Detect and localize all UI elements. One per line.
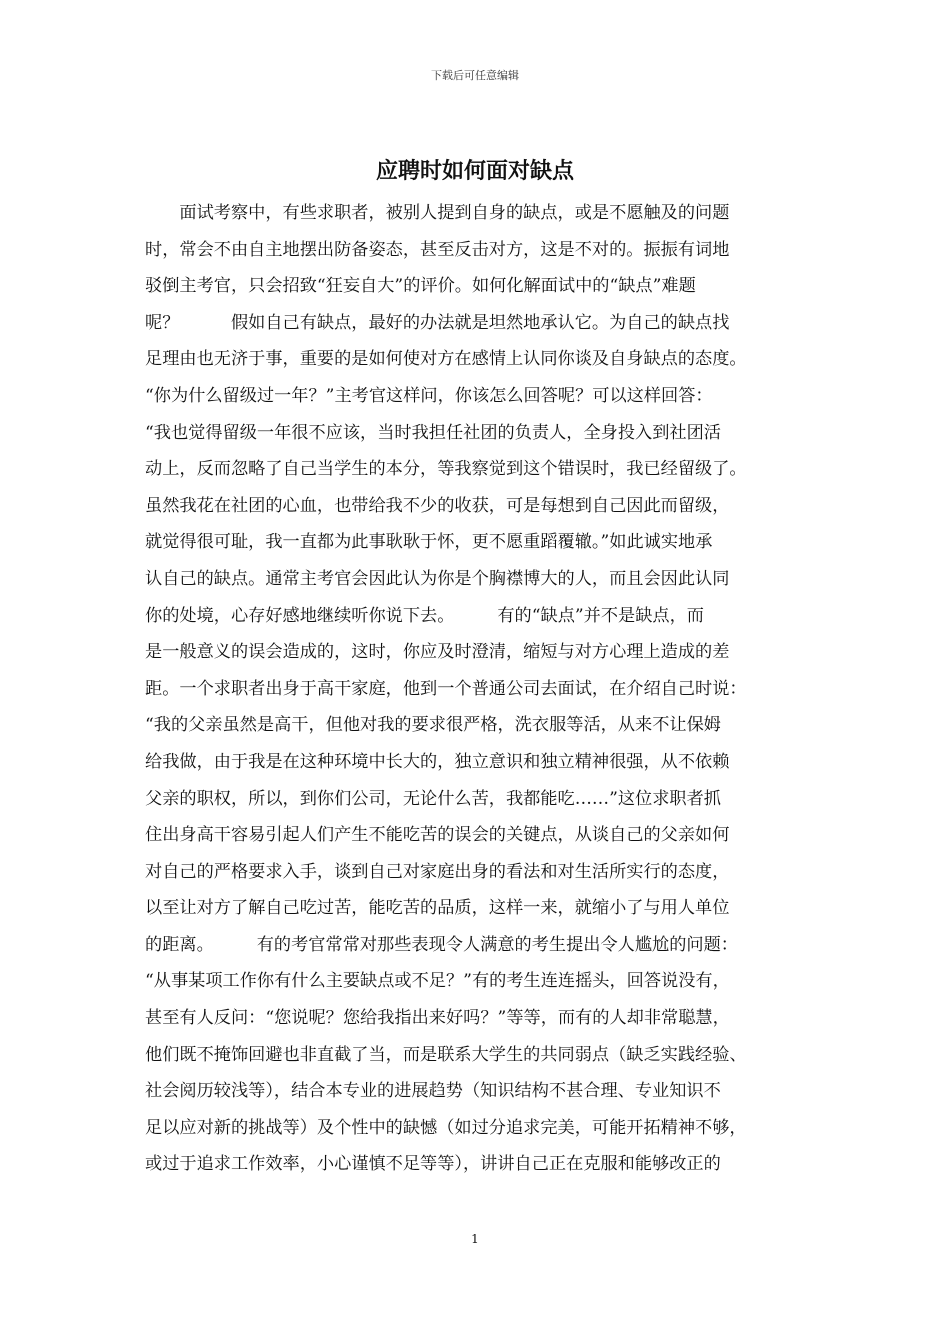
body-line: 父亲的职权，所以，到你们公司，无论什么苦，我都能吃……”这位求职者抓 (145, 788, 721, 809)
body-line: 以至让对方了解自己吃过苦，能吃苦的品质，这样一来，就缩小了与用人单位 (145, 898, 730, 919)
body-line: 是一般意义的误会造成的，这时，你应及时澄清，缩短与对方心理上造成的差 (145, 642, 730, 663)
body-line: 足理由也无济于事，重要的是如何使对方在感情上认同你谈及自身缺点的态度。 (145, 349, 747, 370)
body-line: 的距离。 有的考官常常对那些表现令人满意的考生提出令人尴尬的问题： (145, 934, 738, 955)
body-line: 给我做，由于我是在这种环境中长大的，独立意识和独立精神很强，从不依赖 (145, 751, 730, 772)
body-line: “我也觉得留级一年很不应该，当时我担任社团的负责人，全身投入到社团活 (145, 422, 721, 443)
body-line: 足以应对新的挑战等）及个性中的缺憾（如过分追求完美，可能开拓精神不够， (145, 1117, 747, 1138)
body-line: 社会阅历较浅等），结合本专业的进展趋势（知识结构不甚合理、专业知识不 (145, 1081, 721, 1102)
body-line: 驳倒主考官，只会招致“狂妄自大”的评价。如何化解面试中的“缺点”难题 (145, 276, 696, 297)
body-line: 时，常会不由自主地摆出防备姿态，甚至反击对方，这是不对的。振振有词地 (145, 239, 730, 260)
body-line: 动上，反而忽略了自己当学生的本分，等我察觉到这个错误时，我已经留级了。 (145, 459, 747, 480)
body-line: 对自己的严格要求入手，谈到自己对家庭出身的看法和对生活所实行的态度， (145, 861, 730, 882)
body-text (145, 195, 825, 1183)
page-number: 1 (471, 1232, 479, 1246)
body-line: 或过于追求工作效率，小心谨慎不足等等），讲讲自己正在克服和能够改正的 (145, 1154, 721, 1175)
body-line: “我的父亲虽然是高干，但他对我的要求很严格，洗衣服等活，从来不让保姆 (145, 715, 721, 736)
body-line: “你为什么留级过一年？”主考官这样问，你该怎么回答呢？可以这样回答： (145, 385, 713, 406)
body-line: 距。一个求职者出身于高干家庭，他到一个普通公司去面试，在介绍自己时说： (145, 678, 747, 699)
body-line: 面试考察中，有些求职者，被别人提到自身的缺点，或是不愿触及的问题 (145, 203, 730, 223)
document-title: 应聘时如何面对缺点 (375, 159, 574, 184)
body-line: 认自己的缺点。通常主考官会因此认为你是个胸襟博大的人，而且会因此认同 (145, 568, 730, 589)
page-header: 下载后可任意编辑 (431, 69, 519, 82)
body-line: 甚至有人反问：“您说呢？您给我指出来好吗？”等等，而有的人却非常聪慧， (145, 1008, 730, 1029)
body-line: 他们既不掩饰回避也非直截了当，而是联系大学生的共同弱点（缺乏实践经验、 (145, 1044, 747, 1065)
body-line: 你的处境，心存好感地继续听你说下去。 有的“缺点”并不是缺点，而 (145, 605, 704, 626)
body-line: “从事某项工作你有什么主要缺点或不足？”有的考生连连摇头，回答说没有， (145, 971, 730, 992)
body-line: 住出身高干容易引起人们产生不能吃苦的误会的关键点，从谈自己的父亲如何 (145, 825, 730, 846)
body-line: 呢？ 假如自己有缺点，最好的办法就是坦然地承认它。为自己的缺点找 (145, 312, 730, 333)
body-line: 就觉得很可耻，我一直都为此事耿耿于怀，更不愿重蹈覆辙。”如此诚实地承 (145, 532, 713, 553)
body-line: 虽然我花在社团的心血，也带给我不少的收获，可是每想到自己因此而留级， (145, 495, 730, 516)
